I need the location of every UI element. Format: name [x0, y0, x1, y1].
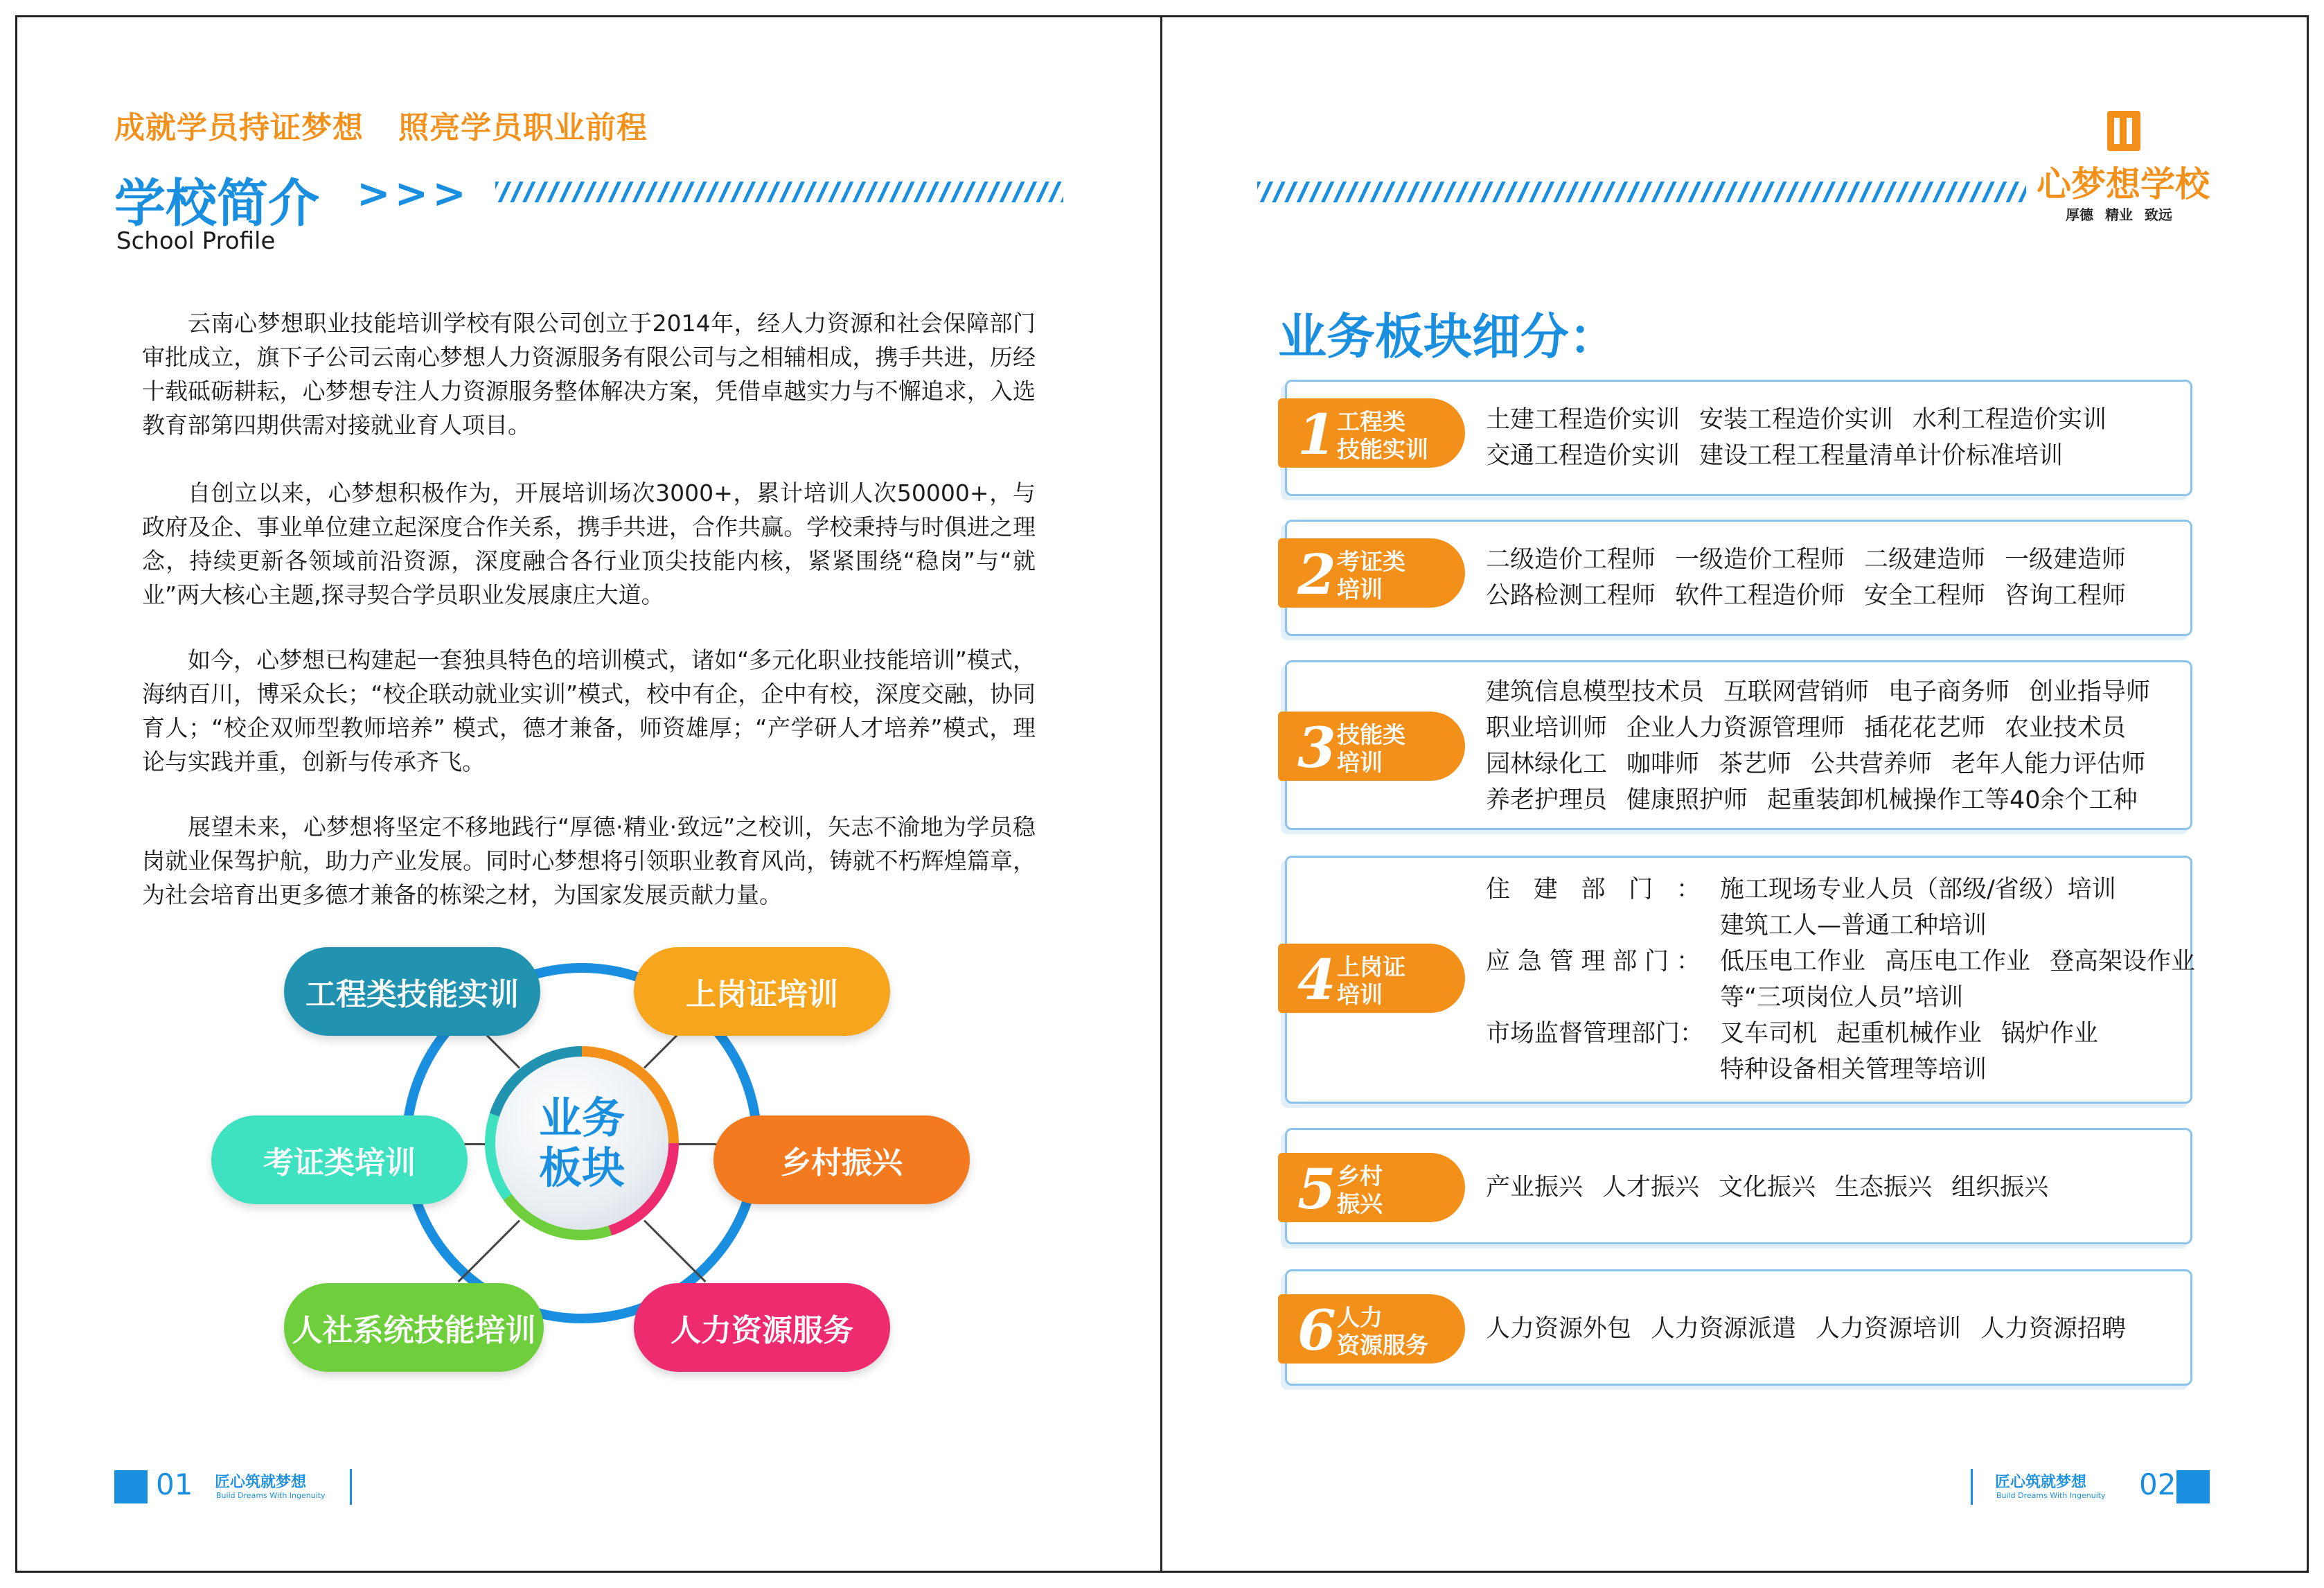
- school-motto: 厚德 精业 致远: [2066, 206, 2172, 223]
- card-content: [1486, 542, 2126, 614]
- dept-row: 应急管理部门： 低压电工作业 高压电工作业 登高架设作业: [1486, 944, 2195, 980]
- diagram-node: 乡村振兴: [713, 1115, 970, 1204]
- intro-paragraph: 自创立以来，心梦想积极作为，开展培训场次3000+，累计培训人次50000+，与政府及企、事业单位建立起深度合作关系，携手共进，合作共赢。学校秉持与时俱进之理念，持续更新各领域前沿资源，深度融合各行业顶尖技能内核，紧紧围绕“稳岗”与“就业”两大核心主题,探寻契合学员职业发展康庄大道。: [142, 479, 1036, 608]
- slogan-part: 照亮学员职业前程: [398, 110, 648, 145]
- card-label: 人力 资源服务: [1337, 1304, 1428, 1359]
- card-number: 2: [1297, 542, 1336, 607]
- footer-square: [114, 1470, 148, 1503]
- footer-square: [2176, 1470, 2210, 1503]
- intro-paragraph: 如今，心梦想已构建起一套独具特色的培训模式，诸如“多元化职业技能培训”模式，海纳百川，博采众长；“校企联动就业实训”模式，校中有企，企中有校，深度交融，协同育人；“校企双师型教师培养” 模式，德才兼备，师资雄厚；“产学研人才培养”模式，理论与实践并重，创新与传承齐飞。: [142, 646, 1036, 775]
- business-title: 业务板块细分：: [1278, 308, 1617, 365]
- section-arrows: >>>: [357, 170, 470, 217]
- footer-divider: [350, 1469, 352, 1505]
- content-line: 土建工程造价实训 安装工程造价实训 水利工程造价实训: [1486, 406, 2107, 434]
- card-number: 3: [1297, 715, 1336, 780]
- card-tag: [1278, 398, 1465, 468]
- card-tag: [1278, 1294, 1465, 1364]
- dept-row: 市场监督管理部门： 叉车司机 起重机械作业 锅炉作业: [1486, 1016, 2195, 1052]
- hub-center: [495, 1057, 668, 1230]
- card-tag: [1278, 944, 1465, 1013]
- section-title: 学校简介: [114, 174, 319, 233]
- dept-row: 特种设备相关管理等培训: [1720, 1056, 1987, 1084]
- slogan-part: 成就学员持证梦想: [114, 110, 364, 145]
- card-tag: [1278, 538, 1465, 608]
- card-tag: [1278, 712, 1465, 781]
- footer-tagline: Build Dreams With Ingenuity: [1996, 1491, 2106, 1500]
- content-line: 产业振兴 人才振兴 文化振兴 生态振兴 组织振兴: [1486, 1174, 2049, 1201]
- content-line: 建筑信息模型技术员 互联网营销师 电子商务师 创业指导师: [1486, 678, 2151, 706]
- card-tag: [1278, 1153, 1465, 1222]
- diagram-node: 人力资源服务: [634, 1283, 890, 1372]
- card-number: 4: [1297, 947, 1336, 1012]
- card-number: 6: [1297, 1298, 1336, 1363]
- section-subtitle: School Profile: [116, 227, 276, 255]
- footer-brand: 匠心筑就梦想: [215, 1474, 307, 1491]
- diagram-node: 工程类技能实训: [284, 947, 540, 1036]
- diagram-node: 上岗证培训: [634, 947, 890, 1036]
- footer-tagline: Build Dreams With Ingenuity: [216, 1491, 326, 1500]
- intro-paragraph: 展望未来，心梦想将坚定不移地践行“厚德·精业·致远”之校训，矢志不渝地为学员稳岗就业保驾护航，助力产业发展。同时心梦想将引领职业教育风尚，铸就不朽辉煌篇章，为社会培育出更多德才兼备的栋梁之材，为国家发展贡献力量。: [142, 813, 1036, 908]
- card-number: 5: [1297, 1156, 1336, 1221]
- content-line: 二级造价工程师 一级造价工程师 二级建造师 一级建造师: [1486, 546, 2127, 574]
- content-line: 交通工程造价实训 建设工程工程量清单计价标准培训: [1486, 442, 2064, 470]
- card-label: 工程类 技能实训: [1337, 408, 1428, 463]
- card-content: [1486, 1170, 2048, 1206]
- hatch-divider: [495, 182, 1063, 202]
- content-line: 职业培训师 企业人力资源管理师 插花花艺师 农业技术员: [1486, 714, 2127, 742]
- page-spine: [1160, 15, 1162, 1573]
- footer-brand: 匠心筑就梦想: [1995, 1474, 2087, 1491]
- dept-name: 市场监督管理部门：: [1486, 1020, 1705, 1048]
- page-number: 02: [2139, 1467, 2176, 1501]
- card-content: [1486, 674, 2150, 818]
- card-content: [1486, 1311, 2126, 1347]
- card-label: 乡村 振兴: [1337, 1163, 1383, 1217]
- hub-label: 业务板块: [538, 1093, 625, 1193]
- dept-name: 应急管理部门：: [1486, 948, 1701, 976]
- diagram-node: 人社系统技能培训: [284, 1283, 544, 1372]
- hatch-divider: [1257, 182, 2026, 202]
- content-line: 园林绿化工 咖啡师 茶艺师 公共营养师 老年人能力评估师: [1486, 750, 2146, 778]
- diagram-node: 考证类培训: [211, 1115, 468, 1204]
- card-label: 上岗证 培训: [1337, 953, 1405, 1008]
- card-label: 考证类 培训: [1337, 548, 1405, 603]
- card-content: [1486, 402, 2106, 474]
- dept-row: 住建部门： 施工现场专业人员（部级/省级）培训: [1486, 872, 2195, 908]
- content-line: 公路检测工程师 软件工程造价师 安全工程师 咨询工程师: [1486, 582, 2127, 610]
- content-line: 养老护理员 健康照护师 起重装卸机械操作工等40余个工种: [1486, 786, 2138, 814]
- intro-paragraph: 云南心梦想职业技能培训学校有限公司创立于2014年，经人力资源和社会保障部门审批成立，旗下子公司云南心梦想人力资源服务有限公司与之相辅相成，携手共进，历经十载砥砺耕耘，心梦想专注人力资源服务整体解决方案，凭借卓越实力与不懈追求，入选教育部第四期供需对接就业育人项目。: [142, 310, 1036, 439]
- school-logo-icon: [2107, 111, 2140, 151]
- dept-row: 建筑工人—普通工种培训: [1720, 912, 1987, 939]
- footer-divider: [1971, 1469, 1973, 1505]
- card-label: 技能类 培训: [1337, 721, 1405, 776]
- card-number: 1: [1297, 402, 1336, 467]
- dept-row: 等“三项岗位人员”培训: [1720, 984, 1964, 1012]
- content-line: 人力资源外包 人力资源派遣 人力资源培训 人力资源招聘: [1486, 1315, 2127, 1343]
- card-content: [1486, 872, 2195, 1088]
- page-number: 01: [156, 1467, 193, 1501]
- dept-name: 住建部门：: [1486, 876, 1701, 903]
- school-name: 心梦想学校: [2037, 164, 2210, 204]
- slogan: [114, 103, 648, 147]
